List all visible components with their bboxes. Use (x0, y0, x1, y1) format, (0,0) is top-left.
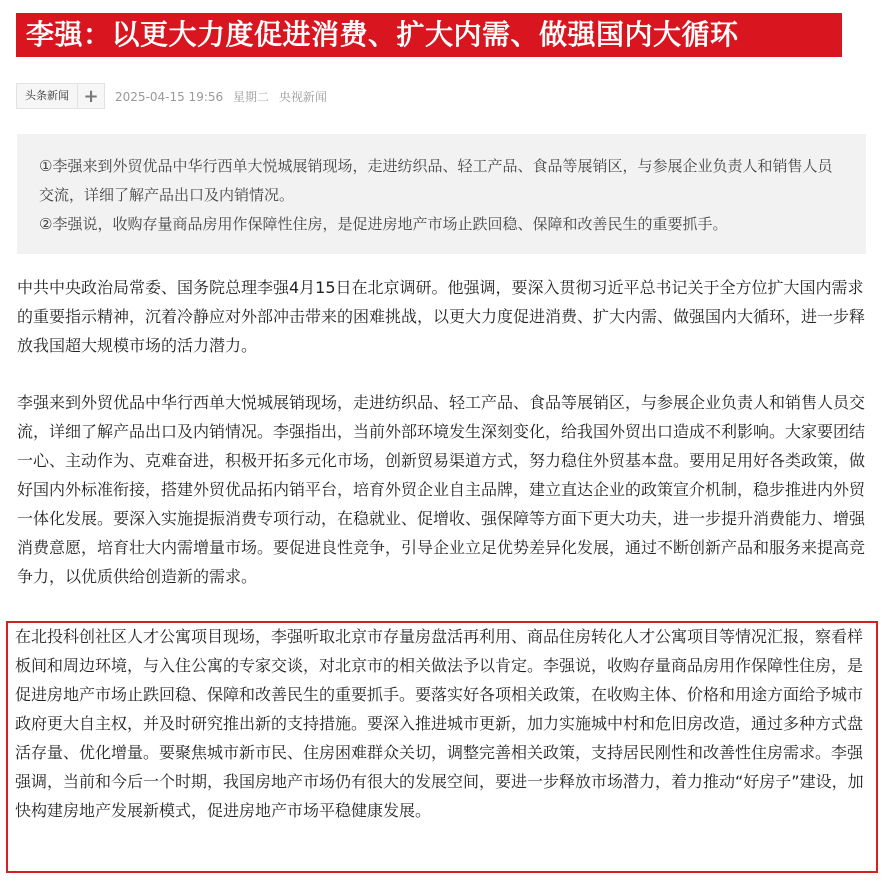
publish-weekday: 星期二 (232, 89, 269, 104)
summary-point-2: ②李强说，收购存量商品房用作保障性住房，是促进房地产市场止跌回稳、保障和改善民生的重要抓手。 (39, 215, 728, 233)
source-tag-label[interactable]: 头条新闻 (25, 89, 69, 102)
publisher-name: 央视新闻 (278, 89, 327, 104)
article-meta (16, 83, 333, 109)
publish-datetime: 2025-04-15 19:56 (115, 89, 224, 104)
body-paragraph-1: 中共中央政治局常委、国务院总理李强4月15日在北京调研。他强调，要深入贯彻习近平总书记关于全方位扩大国内需求的重要指示精神，沉着冷静应对外部冲击带来的困难挑战，以更大力度促进消费、扩大内需、做强国内大循环，进一步释放我国超大规模市场的活力潜力。 (17, 278, 866, 355)
article-title: 李强：以更大力度促进消费、扩大内需、做强国内大循环 (16, 13, 842, 57)
body-paragraph-2: 李强来到外贸优品中华行西单大悦城展销现场，走进纺织品、轻工产品、食品等展销区，与参展企业负责人和销售人员交流，详细了解产品出口及内销情况。李强指出，当前外部环境发生深刻变化，给我国外贸出口造成不利影响。大家要团结一心、主动作为、克难奋进，积极开拓多元化市场，创新贸易渠道方式，努力稳住外贸基本盘。要用足用好各类政策，做好国内外标准衔接，搭建外贸优品拓内销平台，培育外贸企业自主品牌，建立直达企业的政策宣介机制，稳步推进内外贸一体化发展。要深入实施提振消费专项行动，在稳就业、促增收、强保障等方面下更大功夫，进一步提升消费能力、增强消费意愿，培育壮大内需增量市场。要促进良性竞争，引导企业立足优势差异化发展，通过不断创新产品和服务来提高竞争力，以优质供给创造新的需求。 (17, 393, 866, 586)
summary-point-1: ①李强来到外贸优品中华行西单大悦城展销现场，走进纺织品、轻工产品、食品等展销区，与参展企业负责人和销售人员交流，详细了解产品出口及内销情况。 (39, 157, 833, 204)
publish-info (115, 88, 333, 105)
article-summary (17, 134, 866, 254)
body-paragraph-3: 在北投科创社区人才公寓项目现场，李强听取北京市存量房盘活再利用、商品住房转化人才公寓项目等情况汇报，察看样板间和周边环境，与入住公寓的专家交谈，对北京市的相关做法予以肯定。李强说，收购存量商品房用作保障性住房，是促进房地产市场止跌回稳、保障和改善民生的重要抓手。要落实好各项相关政策，在收购主体、价格和用途方面给予城市政府更大自主权，并及时研究推出新的支持措施。要深入推进城市更新，加力实施城中村和危旧房改造，通过多种方式盘活存量、优化增量。要聚焦城市新市民、住房困难群众关切，调整完善相关政策，支持居民刚性和改善性住房需求。李强强调，当前和今后一个时期，我国房地产市场仍有很大的发展空间，要进一步释放市场潜力，着力推动“好房子”建设，加快构建房地产发展新模式，促进房地产市场平稳健康发展。 (15, 627, 864, 820)
source-tag[interactable] (16, 83, 105, 109)
follow-plus-icon[interactable]: + (77, 84, 104, 108)
